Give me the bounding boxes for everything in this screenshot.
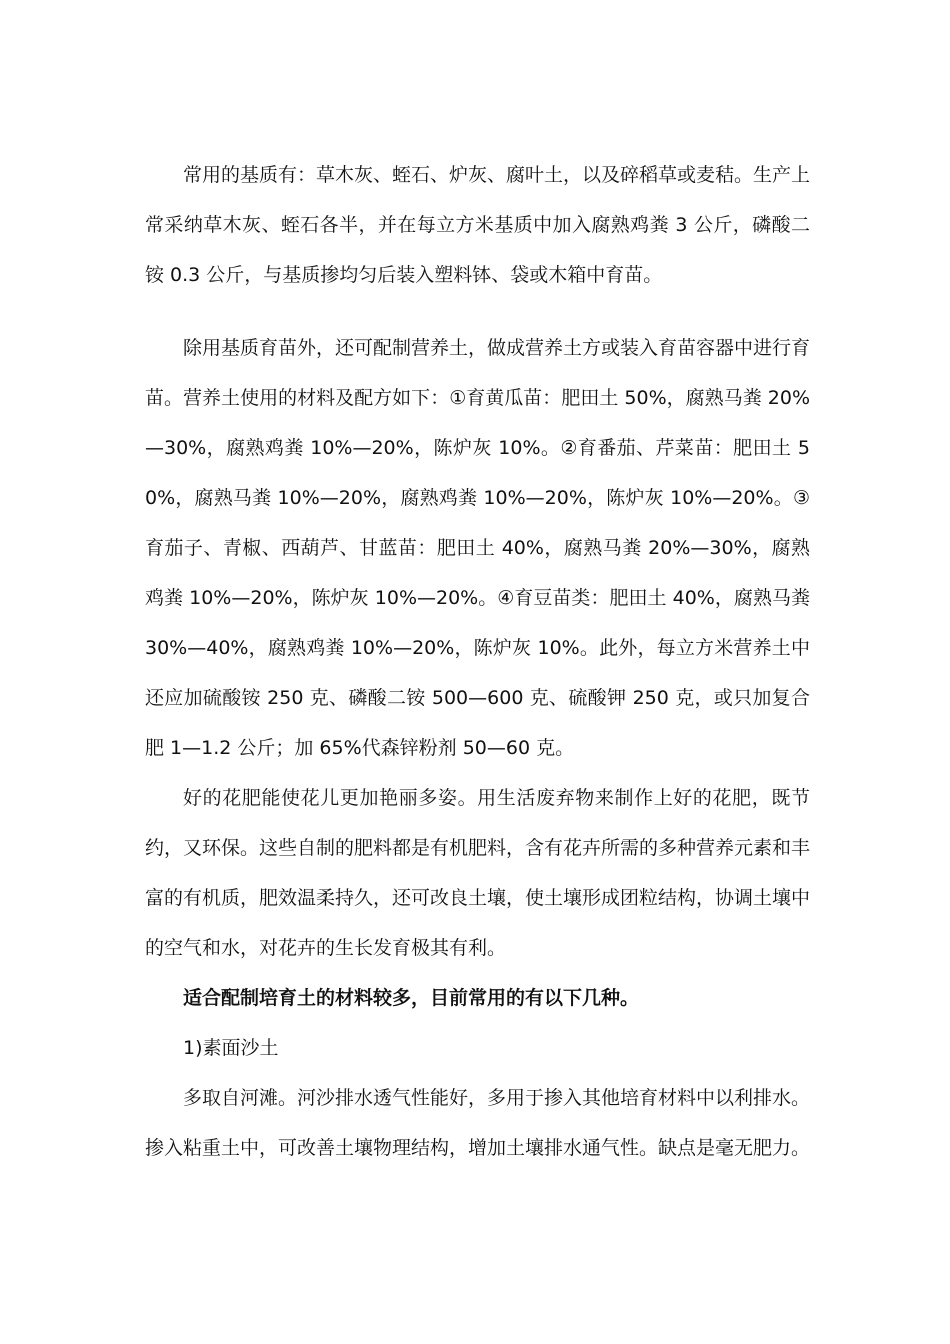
subheading-sandy-soil: 1)素面沙土 xyxy=(183,1037,279,1059)
paragraph-river-sand: 多取自河滩。河沙排水透气性能好，多用于掺入其他培育材料中以利排水。掺入粘重土中，可改善土壤物理结构，增加土壤排水通气性。缺点是毫无肥力。 xyxy=(145,1087,811,1159)
document-page xyxy=(145,150,810,1173)
paragraph-substrate: 常用的基质有：草木灰、蛭石、炉灰、腐叶土，以及碎稻草或麦秸。生产上常采纳草木灰、蛭石各半，并在每立方米基质中加入腐熟鸡粪 3 公斤，磷酸二铵 0.3 公斤，与基质掺均匀后装入塑料钵、袋或木箱中育苗。 xyxy=(145,164,811,286)
paragraph-flower-fertilizer: 好的花肥能使花儿更加艳丽多姿。用生活废弃物来制作上好的花肥，既节约，又环保。这些自制的肥料都是有机肥料，含有花卉所需的多种营养元素和丰富的有机质，肥效温柔持久，还可改良土壤，使土壤形成团粒结构，协调土壤中的空气和水，对花卉的生长发育极其有利。 xyxy=(145,787,811,959)
section-heading: 适合配制培育土的材料较多，目前常用的有以下几种。 xyxy=(183,987,640,1009)
paragraph-nutrient-soil: 除用基质育苗外，还可配制营养土，做成营养土方或装入育苗容器中进行育苗。营养土使用的材料及配方如下：①育黄瓜苗：肥田土 50%，腐熟马粪 20%—30%，腐熟鸡粪 10%—20%，陈炉灰 10%。②育番茄、芹菜苗：肥田土 50%，腐熟马粪 10%—20%，腐熟鸡粪 10%—20%，陈炉灰 10%—20%。③育茄子、青椒、西葫芦、甘蓝苗：肥田土 40%，腐熟马粪 20%—30%，腐熟鸡粪 10%—20%，陈炉灰 10%—20%。④育豆苗类：肥田土 40%，腐熟马粪 30%—40%，腐熟鸡粪 10%—20%，陈炉灰 10%。此外，每立方米营养土中还应加硫酸铵 250 克、磷酸二铵 500—600 克、硫酸钾 250 克，或只加复合肥 1—1.2 公斤；加 65%代森锌粉剂 50—60 克。 xyxy=(145,337,811,759)
